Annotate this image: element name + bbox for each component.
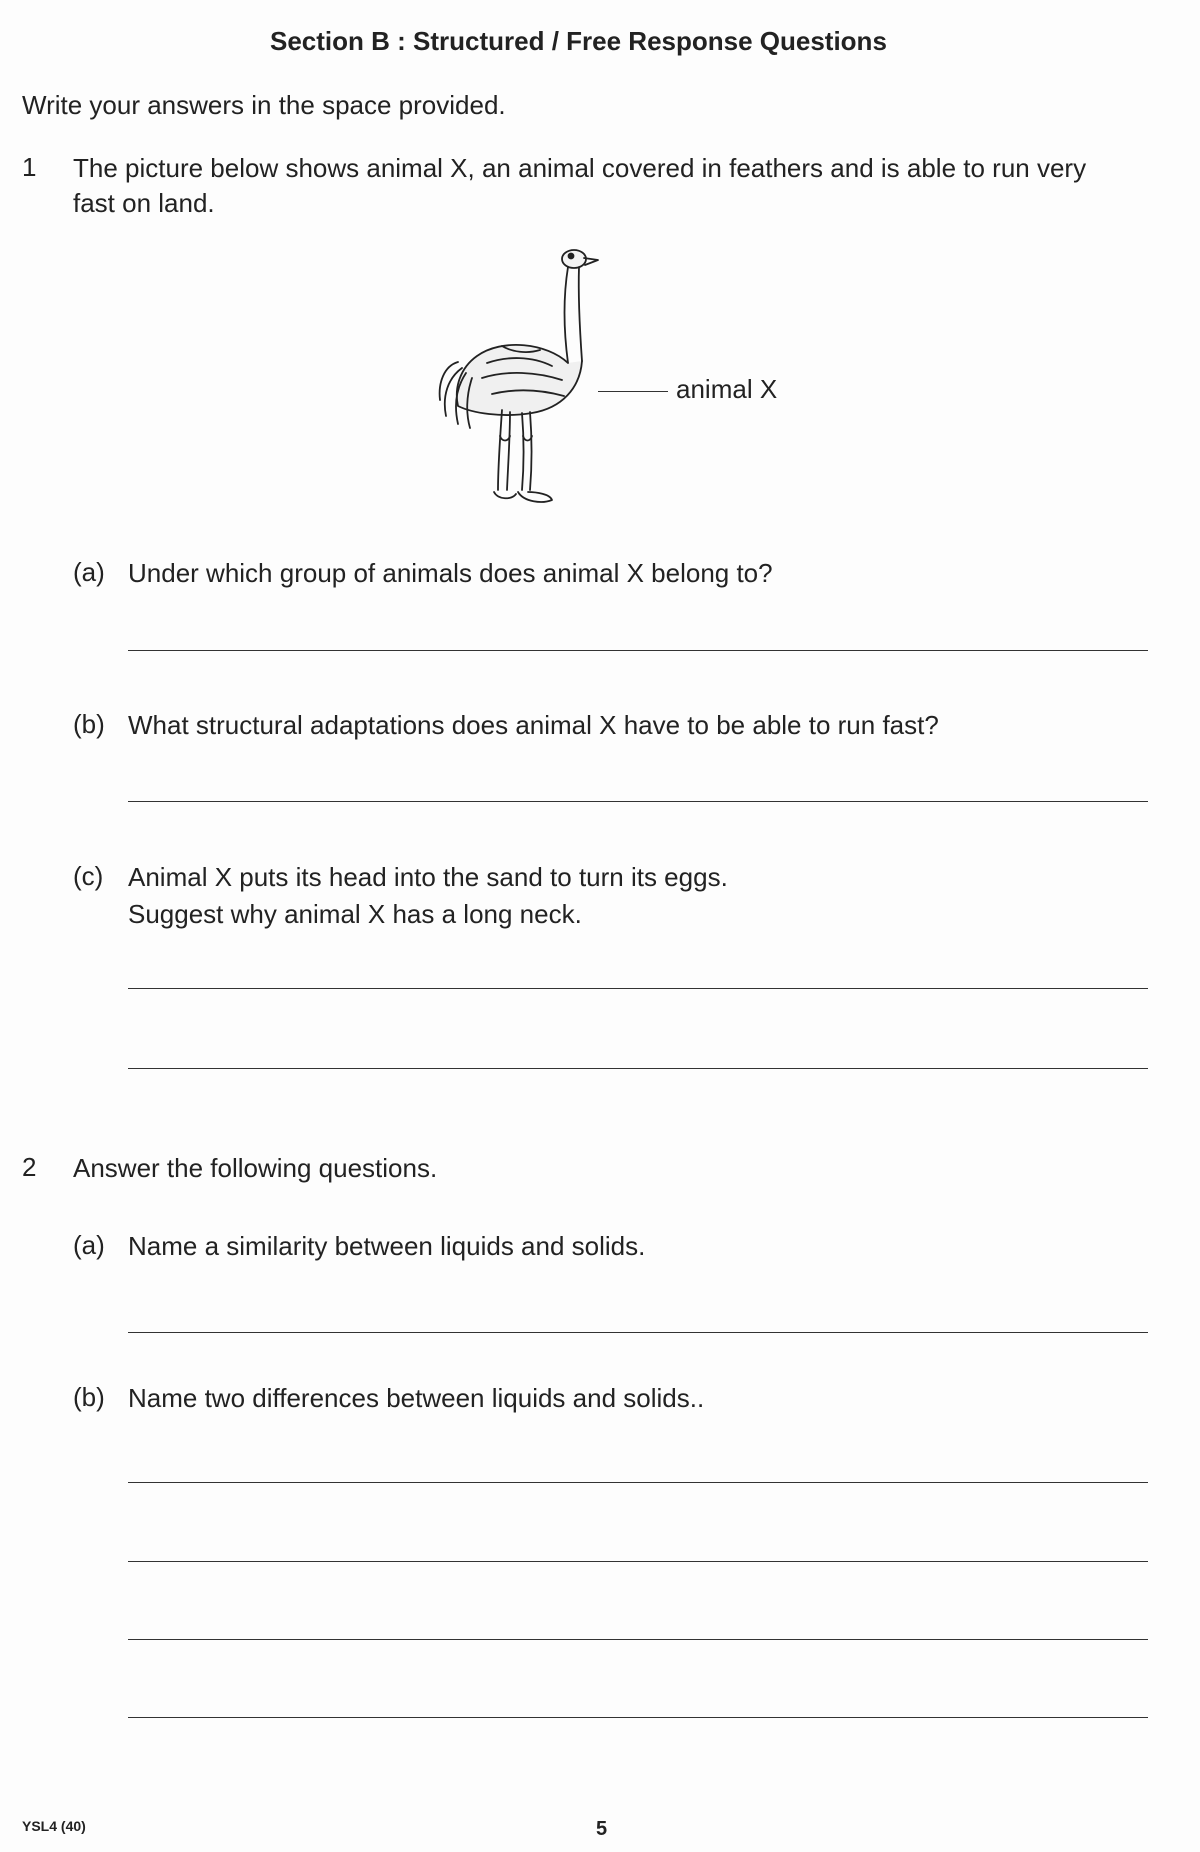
page-number: 5	[596, 1818, 608, 1840]
figure-label: animal X	[676, 374, 778, 404]
question-1c-label: (c)	[73, 861, 104, 891]
question-1b-label: (b)	[73, 709, 105, 739]
question-2a-label: (a)	[73, 1230, 105, 1260]
answer-line-2b-1[interactable]	[128, 1482, 1148, 1483]
question-2a-text: Name a similarity between liquids and solids.	[128, 1231, 646, 1261]
answer-line-1a[interactable]	[128, 650, 1148, 651]
question-2-stem: Answer the following questions.	[73, 1153, 438, 1183]
section-title: Section B : Structured / Free Response Questions	[270, 26, 887, 56]
figure-pointer-line	[598, 391, 668, 392]
question-2b-label: (b)	[73, 1382, 105, 1412]
question-1a-text: Under which group of animals does animal X belong to?	[128, 558, 773, 588]
question-1-stem-line2: fast on land.	[73, 188, 215, 218]
answer-line-2b-3[interactable]	[128, 1639, 1148, 1640]
question-2b-text: Name two differences between liquids and solids..	[128, 1383, 705, 1413]
answer-line-1b[interactable]	[128, 801, 1148, 802]
question-1-number: 1	[22, 152, 37, 182]
question-2-number: 2	[22, 1152, 37, 1182]
instructions: Write your answers in the space provided.	[22, 90, 506, 120]
question-1a-label: (a)	[73, 557, 105, 587]
answer-line-1c-1[interactable]	[128, 988, 1148, 989]
question-1b-text: What structural adaptations does animal X have to be able to run fast?	[128, 710, 939, 740]
question-1c-text-line2: Suggest why animal X has a long neck.	[128, 899, 582, 929]
ostrich-illustration	[432, 238, 612, 512]
answer-line-2a[interactable]	[128, 1332, 1148, 1333]
question-1-stem-line1: The picture below shows animal X, an animal covered in feathers and is able to run very	[73, 153, 1087, 183]
answer-line-2b-4[interactable]	[128, 1717, 1148, 1718]
answer-line-2b-2[interactable]	[128, 1561, 1148, 1562]
question-1c-text-line1: Animal X puts its head into the sand to turn its eggs.	[128, 862, 728, 892]
answer-line-1c-2[interactable]	[128, 1068, 1148, 1069]
paper-code: YSL4 (40)	[22, 1818, 86, 1834]
